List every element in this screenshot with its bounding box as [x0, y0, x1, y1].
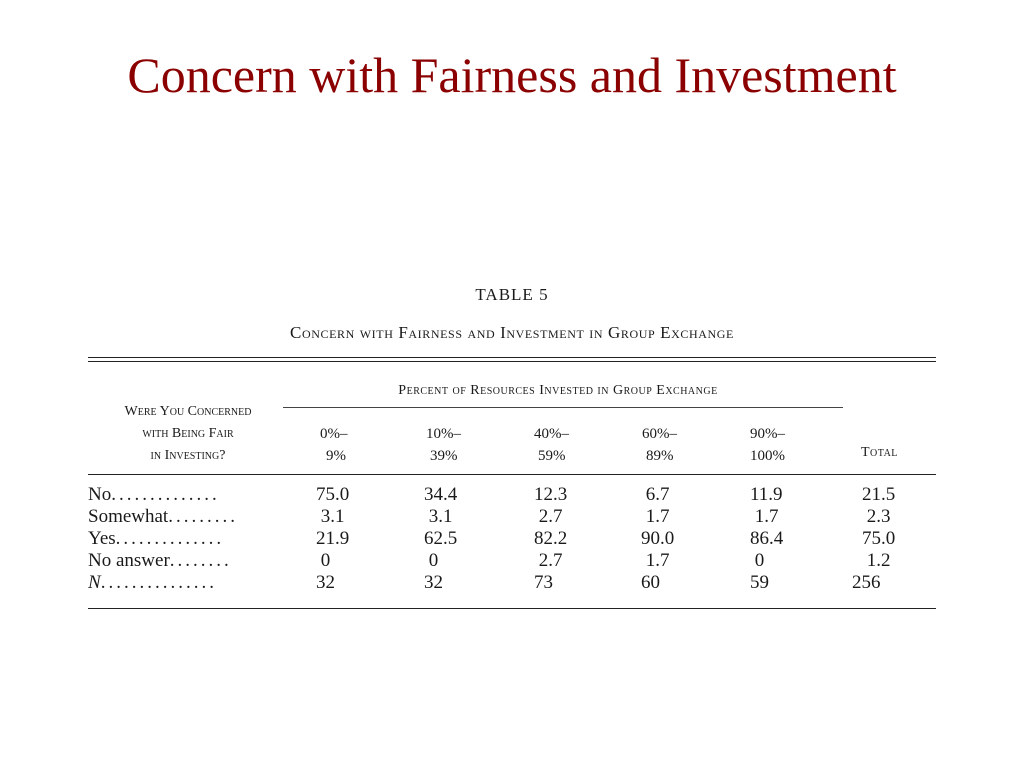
column-header-line1: 40%–	[534, 426, 569, 442]
stub-heading	[88, 401, 288, 467]
table-cell: 6.7	[641, 484, 670, 505]
row-label-text: N	[88, 572, 101, 593]
table-cell: 59	[750, 572, 769, 593]
row-label	[88, 550, 283, 572]
table-cell: 1.7	[750, 506, 779, 527]
table-caption: Concern with Fairness and Investment in Group Exchange	[290, 323, 734, 342]
table-cell: 11.9	[750, 484, 783, 505]
table-cell: 12.3	[534, 484, 568, 505]
row-label-text: No	[88, 484, 112, 505]
column-header	[534, 423, 569, 467]
leader-dots: .........	[168, 506, 238, 527]
table-cell: 73	[534, 572, 553, 593]
stub-heading-line: in Investing?	[150, 448, 226, 463]
column-spanner: Percent of Resources Invested in Group Exchange	[398, 383, 718, 398]
table-cell: 2.7	[534, 550, 563, 571]
table-cell-total: 2.3	[862, 506, 891, 527]
table-cell: 0	[316, 550, 331, 571]
column-header-line2: 9%	[326, 448, 346, 464]
table-cell: 86.4	[750, 528, 784, 549]
total-column-header: Total	[861, 445, 898, 460]
leader-dots: ..............	[115, 528, 225, 549]
leader-dots: ........	[169, 550, 232, 571]
table-cell: 2.7	[534, 506, 563, 527]
table-cell: 75.0	[316, 484, 350, 505]
table-cell: 82.2	[534, 528, 568, 549]
table-cell: 0	[424, 550, 439, 571]
column-header	[750, 423, 785, 467]
table-cell-total: 256	[852, 572, 881, 593]
top-rule-second	[88, 361, 936, 362]
leader-dots: ..............	[111, 484, 220, 505]
row-label	[88, 528, 283, 550]
table-cell-total: 75.0	[862, 528, 896, 549]
column-header-line1: 10%–	[426, 426, 461, 442]
leader-dots: ...............	[100, 572, 217, 593]
column-header-line2: 100%	[750, 448, 785, 464]
slide-title: Concern with Fairness and Investment	[127, 47, 897, 103]
table-row	[88, 550, 936, 572]
spanner-rule	[283, 407, 843, 408]
row-label-text: No answer	[88, 550, 170, 571]
table-cell: 62.5	[424, 528, 458, 549]
table-cell-total: 21.5	[862, 484, 896, 505]
table-cell: 1.7	[641, 506, 670, 527]
top-rule	[88, 357, 936, 358]
column-header-line2: 89%	[646, 448, 674, 464]
stub-heading-line: Were You Concerned	[124, 404, 252, 419]
table-cell: 3.1	[316, 506, 345, 527]
table-row	[88, 506, 936, 528]
row-label	[88, 506, 283, 528]
column-header	[642, 423, 677, 467]
table-cell: 32	[424, 572, 443, 593]
column-header-line1: 60%–	[642, 426, 677, 442]
row-label	[88, 484, 283, 506]
table-cell: 60	[641, 572, 660, 593]
table-cell: 90.0	[641, 528, 675, 549]
table-cell: 3.1	[424, 506, 453, 527]
stub-heading-line: with Being Fair	[142, 426, 234, 441]
column-header	[320, 423, 348, 467]
row-label-text: Yes	[88, 528, 116, 549]
table-row	[88, 572, 936, 594]
row-label	[88, 572, 283, 594]
table-cell: 0	[750, 550, 765, 571]
table-cell: 34.4	[424, 484, 458, 505]
table-row	[88, 484, 936, 506]
table-cell: 1.7	[641, 550, 670, 571]
column-header-line1: 0%–	[320, 426, 348, 442]
table-cell: 32	[316, 572, 335, 593]
header-rule	[88, 474, 936, 475]
row-label-text: Somewhat	[88, 506, 169, 527]
column-header	[426, 423, 461, 467]
table-row	[88, 528, 936, 550]
column-header-line2: 59%	[538, 448, 566, 464]
bottom-rule	[88, 608, 936, 609]
column-header-line2: 39%	[430, 448, 458, 464]
table-cell-total: 1.2	[862, 550, 891, 571]
column-header-line1: 90%–	[750, 426, 785, 442]
table-label: TABLE 5	[475, 285, 549, 304]
table-cell: 21.9	[316, 528, 350, 549]
